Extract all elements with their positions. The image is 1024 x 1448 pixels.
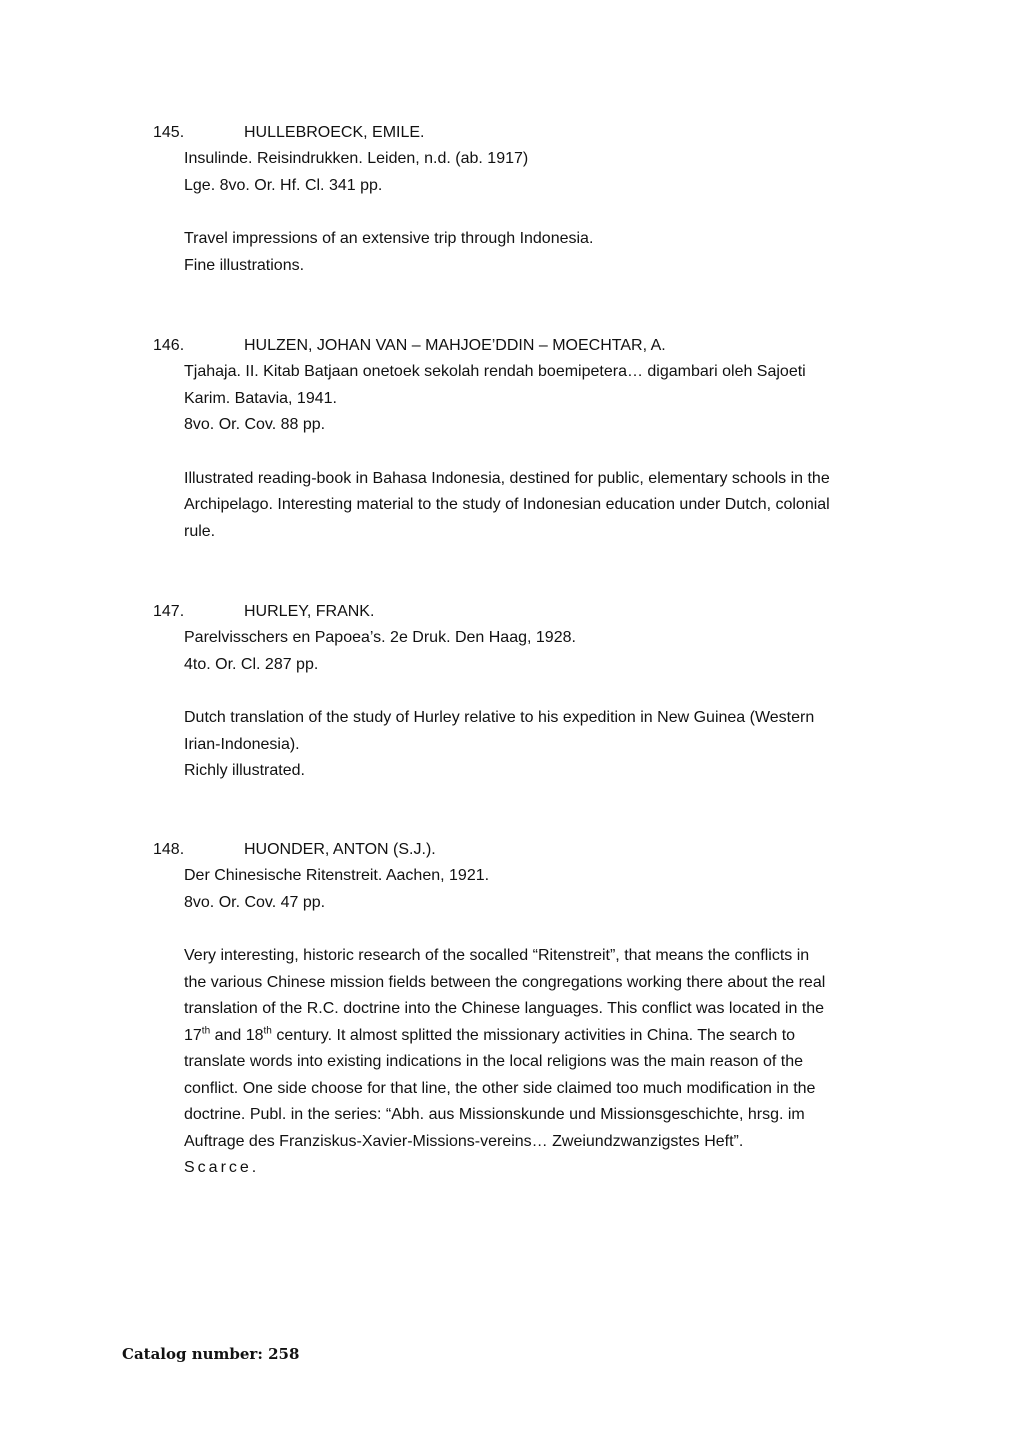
entry-note-line: Auftrage des Franziskus-Xavier-Missions-vereins… Zweiundzwanzigstes Heft”. bbox=[184, 1132, 744, 1150]
entry-number: 145. bbox=[153, 124, 185, 141]
catalog-entry-146 bbox=[153, 332, 913, 545]
entry-title-line: Der Chinesische Ritenstreit. Aachen, 1921. bbox=[184, 867, 490, 884]
entry-title-line: Tjahaja. II. Kitab Batjaan onetoek sekolah rendah boemipetera… digambari oleh Sajoeti bbox=[184, 363, 806, 380]
entry-note-line: the various Chinese mission fields between the congregations working there about the real bbox=[184, 973, 826, 991]
entry-heading bbox=[153, 119, 913, 146]
entry-format-line: 4to. Or. Cl. 287 pp. bbox=[184, 655, 319, 673]
entry-note-line: Archipelago. Interesting material to the study of Indonesian education under Dutch, colonial bbox=[184, 496, 830, 513]
entry-note-line: doctrine. Publ. in the series: “Abh. aus Missionskunde und Missionsgeschichte, hrsg. im bbox=[184, 1106, 805, 1123]
catalog-entry-147 bbox=[153, 598, 913, 785]
century-number-18: 18 bbox=[245, 1026, 264, 1044]
entry-format-line: 8vo. Or. Cov. 47 pp. bbox=[184, 893, 326, 911]
entry-note-line: conflict. One side choose for that line, the other side claimed too much modification in the bbox=[184, 1079, 816, 1097]
entry-note-line: Irian-Indonesia). bbox=[184, 735, 300, 753]
entry-author: HURLEY, FRANK. bbox=[244, 603, 375, 620]
entry-author: HULZEN, JOHAN VAN – MAHJOE’DDIN – MOECHTAR, A. bbox=[244, 337, 666, 354]
entry-format-line: Lge. 8vo. Or. Hf. Cl. 341 pp. bbox=[184, 176, 383, 194]
entry-note-line: Illustrated reading-book in Bahasa Indonesia, destined for public, elementary schools in the bbox=[184, 469, 830, 487]
entry-heading bbox=[153, 598, 913, 625]
century-rest: century. It almost splitted the missionary activities in China. The search to bbox=[271, 1026, 796, 1044]
entry-note-line-century bbox=[184, 1023, 913, 1050]
entry-number: 147. bbox=[153, 603, 185, 620]
entry-number: 146. bbox=[153, 337, 185, 354]
entry-title-line: Insulinde. Reisindrukken. Leiden, n.d. (ab. 1917) bbox=[184, 150, 529, 167]
entry-author: HUONDER, ANTON (S.J.). bbox=[244, 841, 436, 858]
entry-note-line: translate words into existing indications in the local religions was the main reason of the bbox=[184, 1053, 803, 1070]
catalog-entry-148 bbox=[153, 836, 913, 1182]
catalog-entry-145 bbox=[153, 119, 913, 279]
entry-rarity-note: Scarce. bbox=[184, 1159, 260, 1176]
ordinal-suffix: th bbox=[201, 1025, 211, 1037]
entry-format-line: 8vo. Or. Cov. 88 pp. bbox=[184, 416, 326, 433]
entry-heading bbox=[153, 836, 913, 863]
ordinal-suffix: th bbox=[263, 1025, 272, 1037]
entry-heading bbox=[153, 332, 913, 359]
entry-number: 148. bbox=[153, 841, 185, 858]
entry-body bbox=[184, 359, 913, 545]
entry-note-line: Richly illustrated. bbox=[184, 762, 305, 779]
entry-note-line: Very interesting, historic research of the socalled “Ritenstreit”, that means the conflicts in bbox=[184, 947, 810, 964]
entry-body bbox=[184, 625, 913, 785]
entry-body bbox=[184, 863, 913, 1182]
century-number-17: 17 bbox=[184, 1026, 202, 1044]
catalog-number-footer: Catalog number: 258 bbox=[122, 1345, 300, 1363]
entry-title-line: Karim. Batavia, 1941. bbox=[184, 389, 337, 407]
entry-note-line: Dutch translation of the study of Hurley relative to his expedition in New Guinea (Western bbox=[184, 709, 815, 726]
entry-body bbox=[184, 146, 913, 279]
entry-note-line: rule. bbox=[184, 522, 216, 540]
entry-note-line: Travel impressions of an extensive trip through Indonesia. bbox=[184, 230, 594, 247]
century-connector: and bbox=[210, 1026, 246, 1044]
entry-note-line: translation of the R.C. doctrine into the Chinese languages. This conflict was located in the bbox=[184, 1000, 825, 1017]
entry-title-line: Parelvisschers en Papoea’s. 2e Druk. Den Haag, 1928. bbox=[184, 629, 576, 646]
entry-note-line: Fine illustrations. bbox=[184, 256, 305, 274]
entry-author: HULLEBROECK, EMILE. bbox=[244, 124, 425, 141]
